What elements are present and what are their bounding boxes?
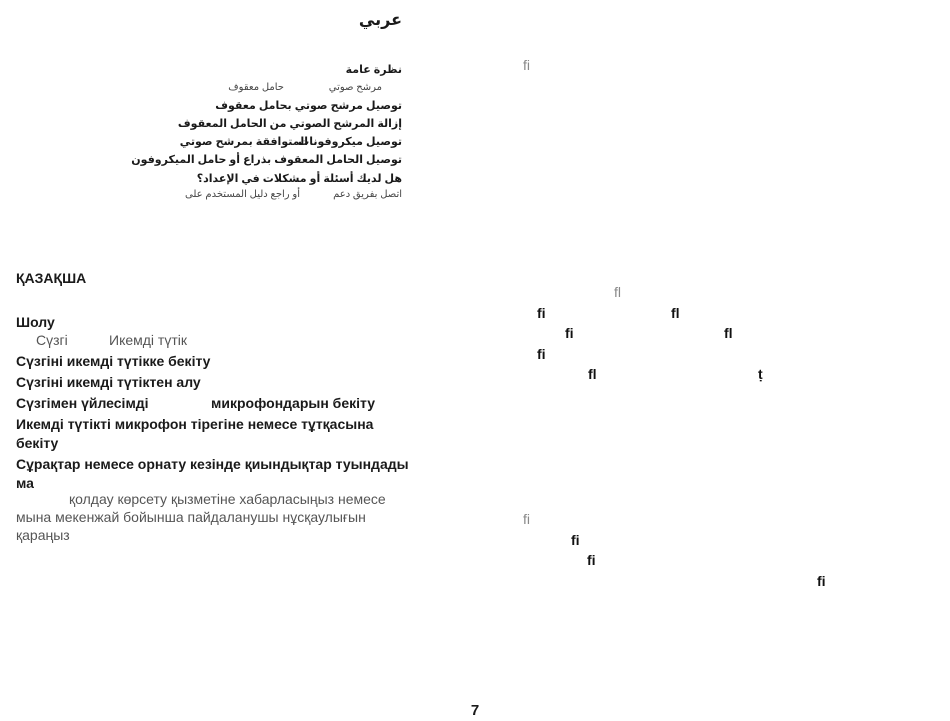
- glyph-t-dot: ṭ: [758, 366, 763, 382]
- arabic-filter-label: مرشح صوتي: [328, 82, 382, 93]
- arabic-section-title: عربي: [358, 12, 402, 29]
- page-number: 7: [470, 702, 480, 719]
- arabic-attach-heading: توصيل مرشح صوتي بحامل معقوف: [215, 100, 402, 112]
- kazakh-contact-text: қолдау көрсету қызметіне хабарласыңыз немесе мына мекенжай бойынша пайдаланушы нұсқаулығын қараңыз: [16, 491, 386, 543]
- arabic-compatible-heading-a: توصيل ميكروفونات: [298, 136, 402, 148]
- kazakh-mount-heading: Икемді түтікті микрофон тірегіне немесе тұтқасына бекіту: [16, 416, 374, 451]
- kazakh-gooseneck-label: Икемді түтік: [109, 332, 187, 348]
- glyph-fi: ﬁ: [817, 573, 826, 589]
- kazakh-filter-label: Сүзгі: [36, 332, 68, 348]
- arabic-contact-text-b: أو راجع دليل المستخدم على: [185, 189, 300, 200]
- glyph-fi: ﬁ: [537, 346, 546, 362]
- glyph-fl: ﬂ: [588, 366, 597, 382]
- glyph-fi: ﬁ: [565, 325, 574, 341]
- glyph-fl: ﬂ: [724, 325, 733, 341]
- arabic-questions-heading: هل لديك أسئلة أو مشكلات في الإعداد؟: [196, 173, 402, 185]
- kazakh-attach-heading: Сүзгіні икемді түтікке бекіту: [16, 353, 211, 369]
- glyph-fl: ﬂ: [671, 305, 680, 321]
- glyph-fi: ﬁ: [523, 57, 530, 73]
- arabic-remove-heading: إزالة المرشح الصوتي من الحامل المعقوف: [177, 118, 402, 130]
- arabic-overview-heading: نظرة عامة: [345, 64, 402, 76]
- glyph-fi: ﬁ: [587, 552, 596, 568]
- arabic-mount-heading: توصيل الحامل المعقوف بذراع أو حامل الميكروفون: [131, 154, 402, 166]
- glyph-fi: ﬁ: [571, 532, 580, 548]
- arabic-compatible-heading-b: المتوافقة بمرشح صوتي: [179, 136, 308, 148]
- kazakh-compatible-heading-a: Сүзгімен үйлесімді: [16, 395, 149, 411]
- kazakh-remove-heading: Сүзгіні икемді түтіктен алу: [16, 374, 201, 390]
- kazakh-compatible-heading-b: микрофондарын бекіту: [211, 395, 375, 411]
- glyph-fi: ﬁ: [523, 511, 530, 527]
- kazakh-questions-heading: Сұрақтар немесе орнату кезінде қиындықтар туындады ма: [16, 456, 409, 491]
- kazakh-overview-heading: Шолу: [16, 314, 55, 330]
- glyph-fl: ﬂ: [614, 284, 621, 300]
- arabic-contact-text-a: اتصل بفريق دعم: [333, 189, 402, 200]
- glyph-fi: ﬁ: [537, 305, 546, 321]
- arabic-gooseneck-label: حامل معقوف: [228, 82, 284, 93]
- kazakh-section-title: ҚАЗАҚША: [16, 270, 87, 286]
